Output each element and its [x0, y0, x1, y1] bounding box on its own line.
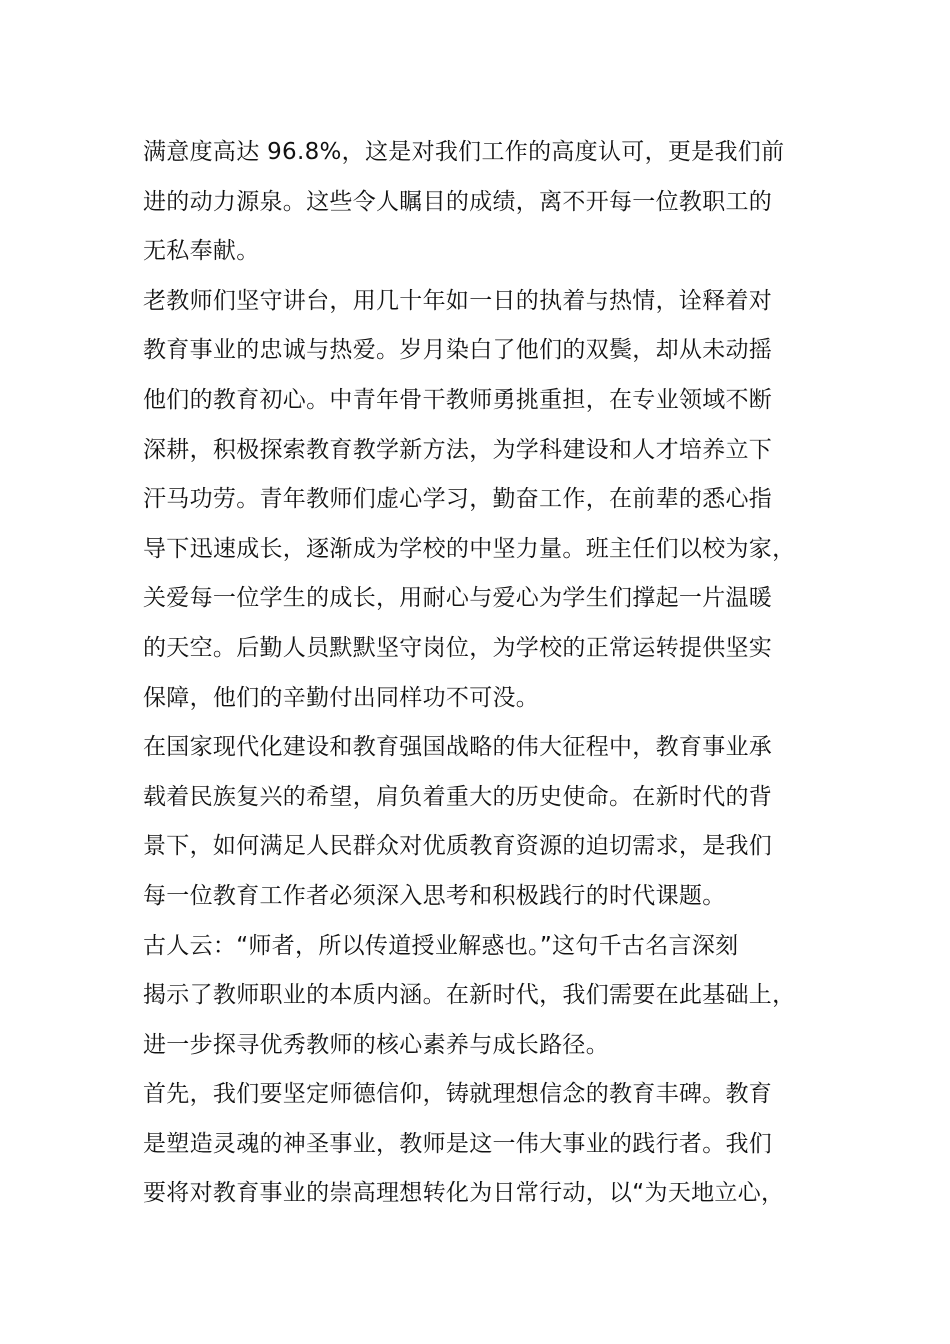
text-line: 古人云：“师者，所以传道授业解惑也。”这句千古名言深刻: [143, 932, 739, 959]
text-line: 进一步探寻优秀教师的核心素养与成长路径。: [143, 1031, 609, 1058]
text-line: 首先，我们要坚定师德信仰，铸就理想信念的教育丰碑。教育: [143, 1081, 773, 1108]
text-line: 的天空。后勤人员默默坚守岗位，为学校的正常运转提供坚实: [143, 634, 773, 661]
body-text: [143, 128, 833, 1219]
text-line: 深耕，积极探索教育教学新方法，为学科建设和人才培养立下: [143, 436, 773, 463]
text-line: 他们的教育初心。中青年骨干教师勇挑重担，在专业领域不断: [143, 386, 773, 413]
text-line: 老教师们坚守讲台，用几十年如一日的执着与热情，诠释着对: [143, 287, 773, 314]
text-line: 每一位教育工作者必须深入思考和积极践行的时代课题。: [143, 882, 726, 909]
text-line: 揭示了教师职业的本质内涵。在新时代，我们需要在此基础上，: [143, 982, 796, 1009]
text-line: 是塑造灵魂的神圣事业，教师是这一伟大事业的践行者。我们: [143, 1130, 773, 1157]
text-line: 景下，如何满足人民群众对优质教育资源的迫切需求，是我们: [143, 833, 773, 860]
text-line: 导下迅速成长，逐渐成为学校的中坚力量。班主任们以校为家，: [143, 535, 796, 562]
text-line: 汗马功劳。青年教师们虚心学习，勤奋工作，在前辈的悉心指: [143, 486, 773, 513]
text-line: 载着民族复兴的希望，肩负着重大的历史使命。在新时代的背: [143, 783, 773, 810]
text-line: 进的动力源泉。这些令人瞩目的成绩，离不开每一位教职工的: [143, 188, 773, 215]
text-line: 保障，他们的辛勤付出同样功不可没。: [143, 684, 540, 711]
text-line: 满意度高达 96.8%，这是对我们工作的高度认可，更是我们前: [143, 139, 785, 165]
text-line: 在国家现代化建设和教育强国战略的伟大征程中，教育事业承: [143, 734, 773, 761]
text-line: 无私奉献。: [143, 238, 260, 265]
text-line: 教育事业的忠诚与热爱。岁月染白了他们的双鬓，却从未动摇: [143, 337, 773, 364]
text-line: 要将对教育事业的崇高理想转化为日常行动，以“为天地立心，: [143, 1180, 785, 1207]
text-line: 关爱每一位学生的成长，用耐心与爱心为学生们撑起一片温暖: [143, 585, 773, 612]
